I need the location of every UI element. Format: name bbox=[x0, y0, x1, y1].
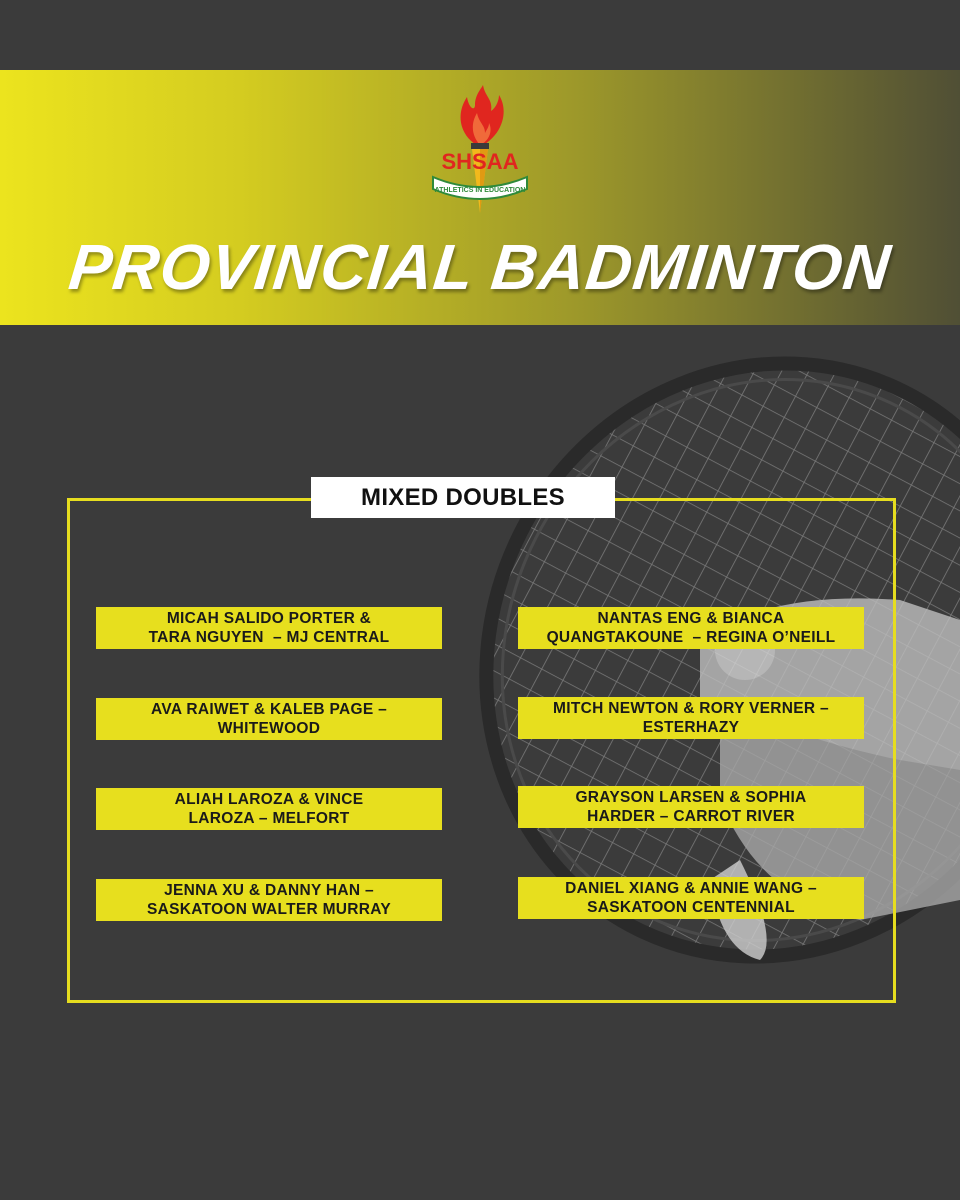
pair-entry bbox=[518, 697, 864, 739]
pair-line: GRAYSON LARSEN & SOPHIA bbox=[575, 789, 807, 806]
pair-entry bbox=[96, 879, 442, 921]
pair-entry bbox=[96, 788, 442, 830]
shsaa-logo bbox=[425, 85, 535, 215]
svg-text:ATHLETICS IN EDUCATION: ATHLETICS IN EDUCATION bbox=[434, 187, 526, 194]
section-label: MIXED DOUBLES bbox=[311, 477, 615, 518]
pair-line: AVA RAIWET & KALEB PAGE – bbox=[151, 701, 387, 718]
pair-line: QUANGTAKOUNE – REGINA O’NEILL bbox=[546, 629, 836, 646]
pair-line: JENNA XU & DANNY HAN – bbox=[164, 882, 374, 899]
pair-entry bbox=[96, 607, 442, 649]
pair-line: LAROZA – MELFORT bbox=[188, 810, 350, 827]
results-frame bbox=[67, 498, 896, 1003]
pair-line: ALIAH LAROZA & VINCE bbox=[174, 791, 364, 808]
pair-line: HARDER – CARROT RIVER bbox=[587, 808, 795, 825]
pair-line: SASKATOON WALTER MURRAY bbox=[146, 901, 391, 918]
pair-entry bbox=[96, 698, 442, 740]
pair-line: NANTAS ENG & BIANCA bbox=[597, 610, 785, 627]
pair-line: SASKATOON CENTENNIAL bbox=[587, 899, 795, 916]
page-title: PROVINCIAL BADMINTON bbox=[65, 231, 895, 303]
pair-line: MITCH NEWTON & RORY VERNER – bbox=[553, 700, 829, 717]
pair-entry bbox=[518, 877, 864, 919]
pair-line: MICAH SALIDO PORTER & bbox=[166, 610, 372, 627]
pair-entry bbox=[518, 786, 864, 828]
pair-entry bbox=[518, 607, 864, 649]
pair-line: WHITEWOOD bbox=[217, 720, 321, 737]
logo-wordmark: SHSAA bbox=[441, 149, 519, 174]
pair-line: TARA NGUYEN – MJ CENTRAL bbox=[148, 629, 390, 646]
pair-line: ESTERHAZY bbox=[642, 719, 740, 736]
pair-line: DANIEL XIANG & ANNIE WANG – bbox=[565, 880, 817, 897]
